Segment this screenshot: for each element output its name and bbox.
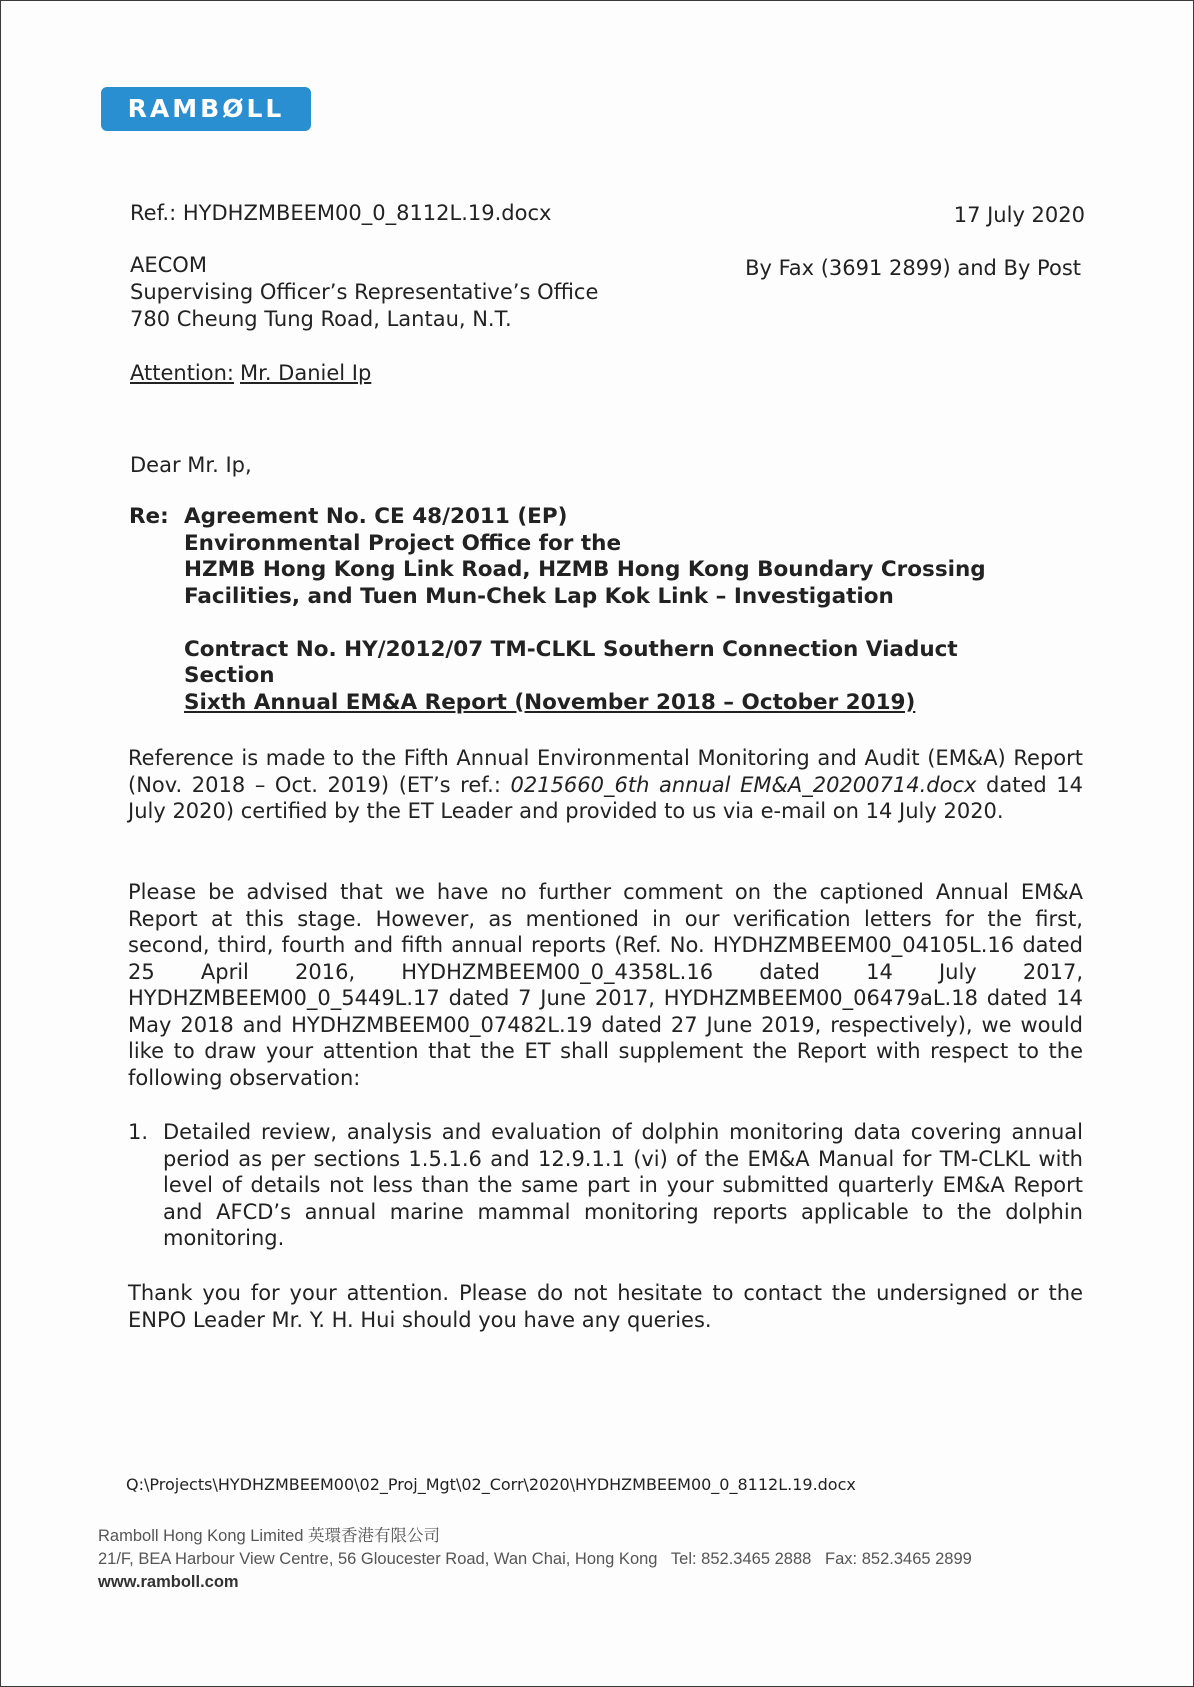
ramboll-logo: RAMBØLL [101,87,311,131]
observation-number: 1. [128,1120,149,1144]
contract-line: Contract No. HY/2012/07 TM-CLKL Southern Connection Viaduct [184,636,958,662]
letter-date: 17 July 2020 [953,203,1085,227]
paragraph-text: dated 14 July 2020) certified by the ET Leader and provided to us via e-mail on 14 July 2020. [128,772,1083,823]
reference-number: Ref.: HYDHZMBEEM00_0_8112L.19.docx [130,201,552,225]
observation-text: Detailed review, analysis and evaluation of dolphin monitoring data covering annual period as per sections 1.5.1.6 and 12.9.1.1 (vi) of the EM&A Manual for TM-CLKL with level of details not less than the same part in your submitted quarterly EM&A Report and AFCD’s annual marine mammal monitoring reports applicable to the dolphin monitoring. [163,1120,1083,1250]
salutation: Dear Mr. Ip, [130,453,252,477]
paragraph-advice: Please be advised that we have no further comment on the captioned Annual EM&A Report at this stage. However, as mentioned in our verification letters for the first, second, third, fourth and fifth annual reports (Ref. No. HYDHZMBEEM00_04105L.16 dated 25 April 2016, HYDHZMBEEM00_0_4358L.16 dated 14 July 2017, HYDHZMBEEM00_0_5449L.17 dated 7 June 2017, HYDHZMBEEM00_06479aL.18 dated 14 May 2018 and HYDHZMBEEM00_07482L.19 dated 27 June 2019, respectively), we would like to draw your attention that the ET shall supplement the Report with respect to the following observation: [128,880,1083,1090]
footer-address: 21/F, BEA Harbour View Centre, 56 Gloucester Road, Wan Chai, Hong Kong Tel: 852.3465 2888 Fax: 852.3465 2899 [98,1550,972,1568]
recipient-address [130,252,598,333]
address-line: 780 Cheung Tung Road, Lantau, N.T. [130,307,512,331]
company-footer [98,1525,972,1594]
subject-block [129,504,1009,716]
footer-company: Ramboll Hong Kong Limited 英環香港有限公司 [98,1527,441,1545]
attention-line [130,360,371,387]
observation-list [128,1119,1083,1252]
subject-line: Facilities, and Tuen Mun-Chek Lap Kok Link – Investigation [184,583,894,609]
attention-label: Attention: [130,361,234,385]
file-path: Q:\Projects\HYDHZMBEEM00\02_Proj_Mgt\02_Corr\2020\HYDHZMBEEM00_0_8112L.19.docx [126,1475,856,1494]
contract-line: Section [184,663,275,688]
paragraph-reference [128,745,1083,825]
address-line: AECOM [130,253,207,277]
subject-line: Agreement No. CE 48/2011 (EP) [184,504,568,529]
subject-line: Environmental Project Office for the [184,530,622,556]
paragraph-text: Reference is made to the Fifth Annual Environmental Monitoring and Audit (EM&A) Report (Nov. 2018 – Oct. 2019) (ET’s ref.: [128,746,1083,797]
closing-paragraph: Thank you for your attention. Please do not hesitate to contact the undersigned or the ENPO Leader Mr. Y. H. Hui should you have any queries. [128,1281,1083,1332]
address-line: Supervising Officer’s Representative’s Office [130,280,599,304]
footer-website[interactable]: www.ramboll.com [98,1573,239,1591]
subject-label: Re: [129,504,169,529]
report-title: Sixth Annual EM&A Report (November 2018 – October 2019) [184,689,916,715]
delivery-method: By Fax (3691 2899) and By Post [745,256,1081,280]
subject-line: HZMB Hong Kong Link Road, HZMB Hong Kong Boundary Crossing [184,557,986,582]
attention-name: Mr. Daniel Ip [240,361,372,385]
et-reference-filename: 0215660_6th annual EM&A_20200714.docx [510,772,977,797]
